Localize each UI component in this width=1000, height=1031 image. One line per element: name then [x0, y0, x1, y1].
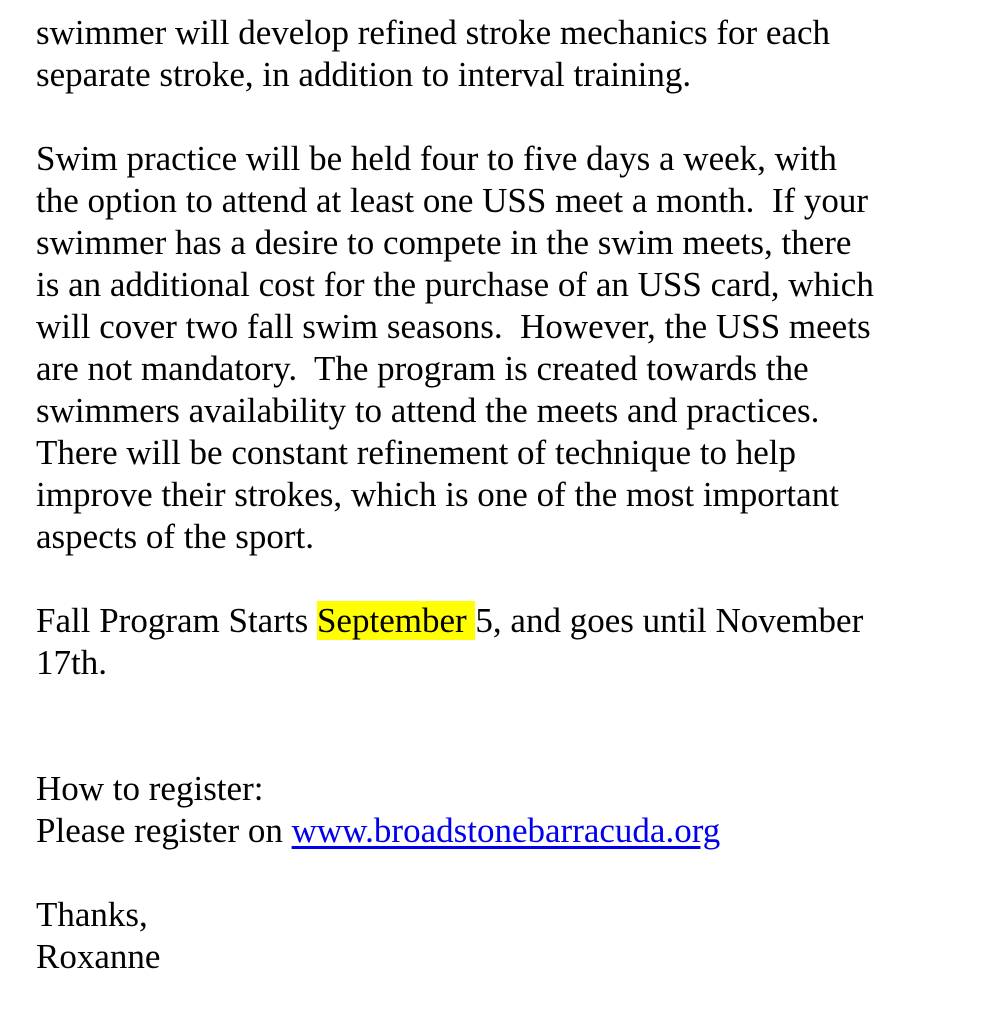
- text-line: swimmer has a desire to compete in the swim meets, there: [36, 223, 852, 262]
- schedule-end-date: 17th.: [36, 643, 107, 682]
- text-line: is an additional cost for the purchase of an USS card, which: [36, 265, 874, 304]
- text-line: Swim practice will be held four to five days a week, with: [36, 139, 837, 178]
- paragraph-schedule: [36, 600, 976, 684]
- document-body: [36, 12, 976, 978]
- text-line: will cover two fall swim seasons. However, the USS meets: [36, 307, 871, 346]
- text-line: swimmer will develop refined stroke mechanics for each: [36, 13, 831, 52]
- paragraph-program-description: [36, 12, 976, 96]
- signoff-thanks: Thanks,: [36, 895, 148, 934]
- schedule-line: [36, 600, 976, 642]
- schedule-prefix: Fall Program Starts: [36, 601, 317, 640]
- paragraph-spacer: [36, 684, 976, 726]
- text-line: aspects of the sport.: [36, 517, 314, 556]
- text-line: are not mandatory. The program is created towards the: [36, 349, 809, 388]
- signoff: [36, 894, 976, 978]
- paragraph-registration: [36, 768, 976, 852]
- register-prefix: Please register on: [36, 811, 292, 850]
- schedule-suffix: 5, and goes until November: [475, 601, 864, 640]
- text-line: improve their strokes, which is one of the most important: [36, 475, 839, 514]
- text-line: swimmers availability to attend the meets and practices.: [36, 391, 820, 430]
- paragraph-spacer: [36, 96, 976, 138]
- register-heading: How to register:: [36, 769, 264, 808]
- paragraph-spacer: [36, 852, 976, 894]
- text-line: There will be constant refinement of technique to help: [36, 433, 797, 472]
- paragraph-practice-details: [36, 138, 976, 558]
- text-line: the option to attend at least one USS meet a month. If your: [36, 181, 869, 220]
- signoff-name: Roxanne: [36, 937, 161, 976]
- paragraph-spacer: [36, 558, 976, 600]
- register-line: [36, 810, 976, 852]
- text-line: separate stroke, in addition to interval training.: [36, 55, 692, 94]
- paragraph-spacer: [36, 726, 976, 768]
- registration-link[interactable]: www.broadstonebarracuda.org: [291, 811, 721, 850]
- highlighted-month: September: [316, 601, 476, 640]
